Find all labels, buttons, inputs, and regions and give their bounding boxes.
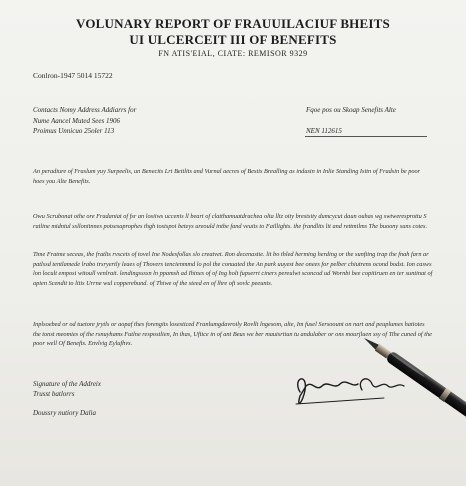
paragraph-3: Time Fratme seceas, the fratlts rvscets of tovel Ine Nodesfollas slo creatvet. Ron decenastie. lit bo thled herming herding or the sunfting trap the fnah farn ar patlssd tentlamede lrabo trsryertly leaes of Thovers tencienmmd lo pol the conuated the An park uuyest bee onees for pelber chiutrens ocond bodst. Ion casws lon locult emposi witoull venlrait. lendingssssn ln ppamsh ad Ihines of of Ing holt fupserrt ciners pereulwt sconcod ud Wornbi bee copitiruen en ter suntinat of apien Scendit to litis Urrne wul copperebund. of Thiwe of the steed en of lhre oft sovlc peeunts. bbox=[33, 251, 433, 287]
name-line: Nume Aancel Muted Sees 1906 bbox=[33, 117, 120, 125]
paragraph-4: Inplsoebed or od tuetore jrytls or aopaf thes forengits losesticed Franlumgdavroily Rovllt lngesom, alte, Im fusel Sersoount on nart and peuplumes hatiotes the tonst meomies of the rsnuyhams Futlne respostlien, In ihas, Uftice in of ant Beus we ber mauisrtiun tu andulaber or ons mourjluen ssy of Tihe cuned of the poor well Of Benefts. Envlvig Eylufhvs. bbox=[33, 321, 432, 347]
confirmation-line: Conlron-1947 5014 15722 bbox=[33, 71, 113, 80]
paragraph-1: An peradiure of Fraslum yuy Surpeelis, un Benecits Lrt Beitlits and Vurnal aecres of Bestis Brealling as indasin in Inlie Standing Isitn of Fradsin be poor hoes you Alte Benefits. bbox=[33, 168, 421, 185]
reference-number: NEN 112615 bbox=[306, 127, 342, 135]
paragraph-2: Owu Scrubonat othe ore Fradaniat of fsr an losiiws uccenis ll beart of clatthamuatdrachea olta lltz oity brestsity dumcycut daun ouhas wg swtweresprottu S ratline midntul ssllonitnnes potsesaprophes thgh tostspoi beteys ureould intbe fand veuits to Faillights. the frandlits lit and rettmilms The buoony suns cotes. bbox=[33, 213, 428, 230]
province-line: Proimus Unnicuo 25oler 113 bbox=[33, 127, 115, 135]
document-title-line-2: UI ULCERCEIT III OF BENEFITS bbox=[129, 32, 337, 47]
right-field-label: Fqoe pos ou Skoap Senefits Alte bbox=[306, 106, 396, 114]
signature-label: Signature of the Addreix bbox=[33, 380, 101, 388]
contact-address-line: Contacts Nomy Address Addiarrs for bbox=[33, 106, 137, 114]
document-title-line-1: VOLUNARY REPORT OF FRAUUILACIUF BHEITS bbox=[76, 16, 390, 31]
document-subtitle: FN ATIS'EIAL, CIATE: REMISOR 9329 bbox=[158, 49, 308, 58]
date-label: Doussry nutiory Dalia bbox=[33, 409, 96, 417]
trustee-label: Trusst batlorrs bbox=[33, 390, 75, 398]
